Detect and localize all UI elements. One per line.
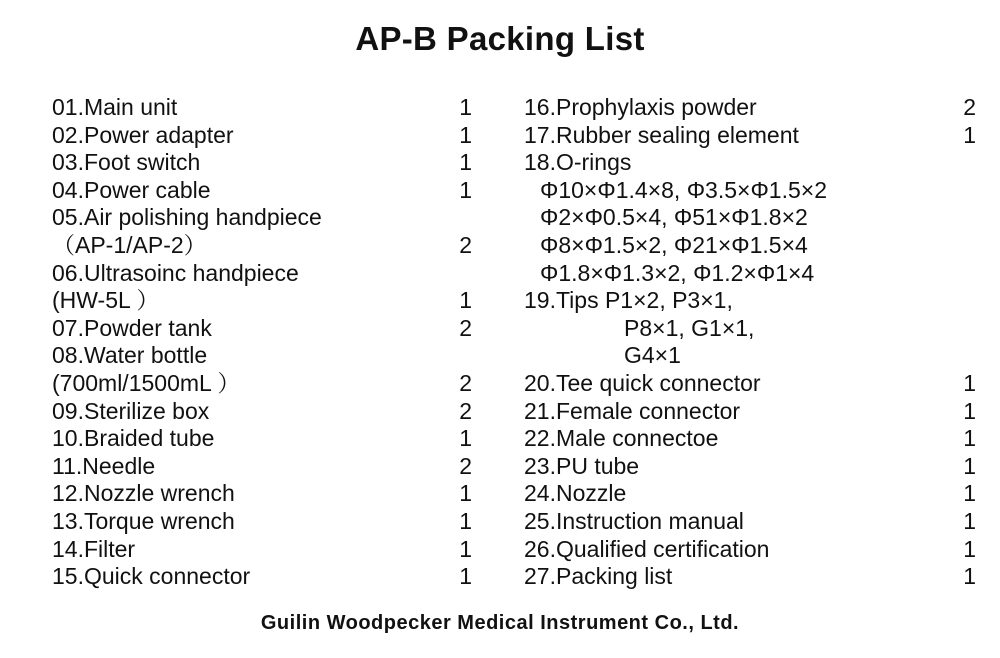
item-label: 19.Tips P1×2, P3×1, <box>524 287 733 314</box>
item-label: （AP-1/AP-2） <box>52 231 207 258</box>
item-label: 20.Tee quick connector <box>524 369 761 396</box>
item-quantity: 1 <box>459 121 472 148</box>
item-quantity: 2 <box>459 314 472 341</box>
item-label: (700ml/1500mL ） <box>52 369 241 396</box>
tip-spec: P8×1, G1×1, <box>624 314 755 341</box>
item-quantity: 1 <box>963 425 976 452</box>
item-label: 17.Rubber sealing element <box>524 121 799 148</box>
item-quantity: 1 <box>963 397 976 424</box>
item-label: 02.Power adapter <box>52 121 234 148</box>
list-item <box>52 204 472 259</box>
item-quantity: 1 <box>459 480 472 507</box>
item-quantity: 1 <box>459 425 472 452</box>
item-label: 15.Quick connector <box>52 563 251 590</box>
list-item <box>52 260 472 315</box>
list-item <box>52 425 472 453</box>
item-label: 05.Air polishing handpiece <box>52 204 322 231</box>
item-label: 26.Qualified certification <box>524 535 770 562</box>
list-item <box>524 398 976 426</box>
item-quantity: 2 <box>459 452 472 479</box>
list-item <box>524 508 976 536</box>
item-label: 27.Packing list <box>524 563 673 590</box>
item-quantity: 2 <box>459 397 472 424</box>
list-item-tips <box>524 287 976 370</box>
item-label: 25.Instruction manual <box>524 507 744 534</box>
item-quantity: 1 <box>963 563 976 590</box>
item-label: 09.Sterilize box <box>52 397 210 424</box>
item-label: (HW-5L ） <box>52 287 160 314</box>
list-item <box>52 122 472 150</box>
item-quantity: 1 <box>963 480 976 507</box>
item-label: 13.Torque wrench <box>52 507 235 534</box>
list-item <box>524 563 976 591</box>
item-quantity: 1 <box>459 535 472 562</box>
item-label: 10.Braided tube <box>52 425 215 452</box>
item-label: 18.O-rings <box>524 149 632 176</box>
list-item <box>524 94 976 122</box>
list-item <box>52 177 472 205</box>
item-label: 01.Main unit <box>52 94 178 120</box>
item-label: 03.Foot switch <box>52 149 201 176</box>
item-quantity: 1 <box>963 452 976 479</box>
list-item <box>524 536 976 564</box>
item-quantity: 1 <box>459 507 472 534</box>
item-quantity: 1 <box>459 94 472 120</box>
item-label: 11.Needle <box>52 452 156 479</box>
item-label: 04.Power cable <box>52 176 211 203</box>
list-item <box>524 453 976 481</box>
list-item-o-rings <box>524 149 976 287</box>
item-label: 16.Prophylaxis powder <box>524 94 757 120</box>
list-item <box>52 94 472 122</box>
list-item <box>52 315 472 343</box>
item-quantity: 1 <box>963 369 976 396</box>
list-item <box>52 563 472 591</box>
item-quantity: 2 <box>459 369 472 396</box>
company-footer: Guilin Woodpecker Medical Instrument Co., Ltd. <box>260 612 740 634</box>
o-ring-spec: Φ8×Φ1.5×2, Φ21×Φ1.5×4 <box>540 231 808 258</box>
item-quantity: 1 <box>459 287 472 314</box>
list-item <box>52 342 472 397</box>
item-quantity: 1 <box>459 149 472 176</box>
item-quantity: 1 <box>459 563 472 590</box>
list-item <box>52 536 472 564</box>
o-ring-spec: Φ2×Φ0.5×4, Φ51×Φ1.8×2 <box>540 204 808 231</box>
list-item <box>524 480 976 508</box>
list-item <box>52 149 472 177</box>
list-item <box>52 508 472 536</box>
item-label: 06.Ultrasoinc handpiece <box>52 259 299 286</box>
list-item <box>52 453 472 481</box>
left-column <box>52 94 472 591</box>
item-quantity: 2 <box>963 94 976 120</box>
item-quantity: 1 <box>459 176 472 203</box>
list-item <box>524 425 976 453</box>
item-label: 08.Water bottle <box>52 342 208 369</box>
item-quantity: 1 <box>963 121 976 148</box>
item-label: 22.Male connectoe <box>524 425 719 452</box>
item-label: 21.Female connector <box>524 397 741 424</box>
o-ring-spec: Φ10×Φ1.4×8, Φ3.5×Φ1.5×2 <box>540 176 827 203</box>
list-item <box>524 122 976 150</box>
item-label: 14.Filter <box>52 535 136 562</box>
item-label: 23.PU tube <box>524 452 640 479</box>
item-label: 24.Nozzle <box>524 480 627 507</box>
item-quantity: 1 <box>963 507 976 534</box>
list-item <box>52 480 472 508</box>
list-item <box>524 370 976 398</box>
right-column <box>524 94 976 591</box>
item-label: 07.Powder tank <box>52 314 212 341</box>
item-quantity: 1 <box>963 535 976 562</box>
item-quantity: 2 <box>459 231 472 258</box>
page-title: AP-B Packing List <box>355 20 645 57</box>
item-label: 12.Nozzle wrench <box>52 480 235 507</box>
tip-spec: G4×1 <box>624 342 681 369</box>
o-ring-spec: Φ1.8×Φ1.3×2, Φ1.2×Φ1×4 <box>540 259 815 286</box>
list-item <box>52 398 472 426</box>
